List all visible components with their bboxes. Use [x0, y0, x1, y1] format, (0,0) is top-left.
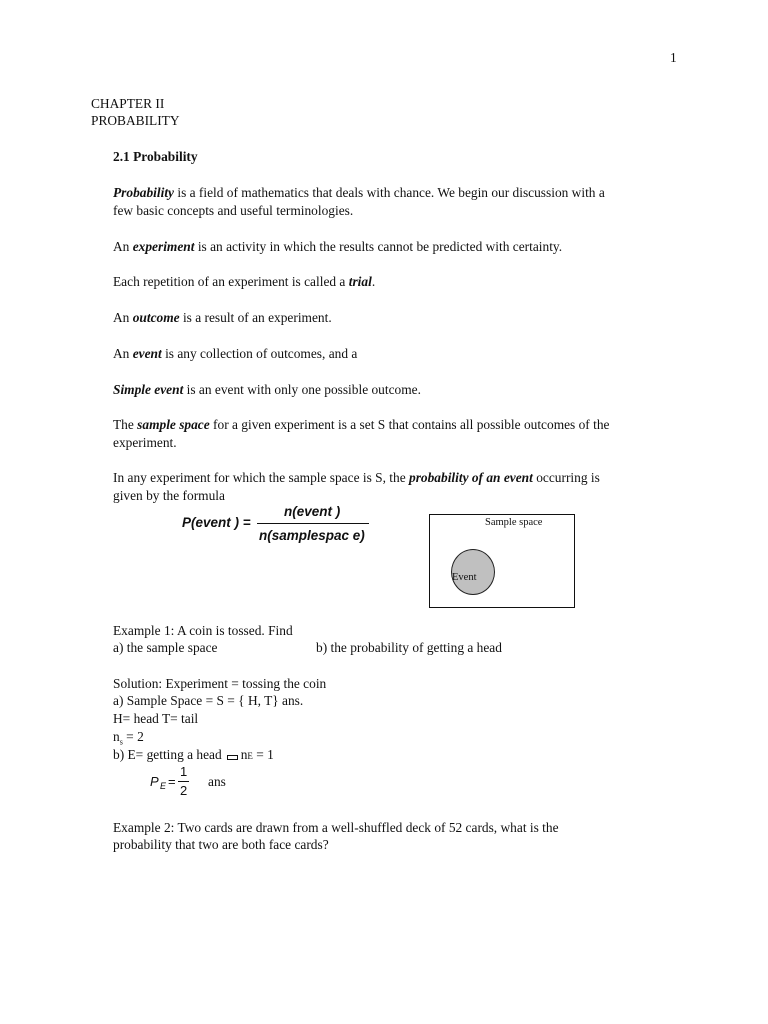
example1-ns: $n_s = 2$ — [113, 729, 144, 747]
example1-part-a: a) the sample space — [113, 640, 218, 655]
formula-lhs: P(event ) = — [182, 515, 251, 530]
definition-sample-space: The sample space for a given experiment is a set S that contains all possible outcomes of the — [113, 417, 610, 432]
term-outcome: outcome — [132, 310, 180, 325]
definition-outcome: An outcome is a result of an experiment. — [113, 310, 332, 325]
definition-event: An event is any collection of outcomes, and a — [113, 346, 358, 361]
definition-simple-event: Simple event is an event with only one possible outcome. — [113, 382, 421, 397]
formula-numerator: n(event ) — [284, 504, 341, 519]
definition-probability-line2: few basic concepts and useful terminologies. — [113, 203, 354, 218]
chapter-label: CHAPTER II — [91, 96, 165, 111]
definition-trial: Each repetition of an experiment is called a trial. — [113, 274, 376, 289]
example1-sample-space: a) Sample Space = S = { H, T} ans. — [113, 693, 304, 708]
example1-solution: Solution: Experiment = tossing the coin — [113, 676, 327, 691]
term-probability: Probability — [113, 185, 174, 200]
formula-denominator: n(samplespac e) — [259, 528, 365, 543]
event-label: Event — [452, 572, 477, 583]
term-trial: trial — [348, 274, 372, 289]
definition-probability-of-event: In any experiment for which the sample space is S, the probability of an event occurring is — [113, 470, 600, 485]
term-probability-of-event: probability of an event — [409, 470, 533, 485]
chapter-title: PROBABILITY — [91, 113, 180, 128]
definition-sample-space-line2: experiment. — [113, 435, 177, 450]
example2-line1: Example 2: Two cards are drawn from a well-shuffled deck of 52 cards, what is the — [113, 820, 559, 835]
definition-experiment: An experiment is an activity in which the results cannot be predicted with certainty. — [113, 239, 563, 254]
example1-head-tail: H= head T= tail — [113, 711, 199, 726]
term-simple-event: Simple event — [113, 382, 184, 397]
page-number: 1 — [670, 50, 677, 65]
example1-prompt: Example 1: A coin is tossed. Find — [113, 623, 293, 638]
term-event: event — [132, 346, 162, 361]
example2-line2: probability that two are both face cards? — [113, 837, 329, 852]
example1-part-b: b) the probability of getting a head — [316, 640, 502, 655]
venn-diagram — [429, 514, 575, 608]
probability-formula — [178, 502, 378, 548]
pe-fraction-bar — [178, 781, 189, 782]
sample-space-label: Sample space — [485, 517, 543, 528]
implies-symbol-icon — [227, 755, 238, 760]
definition-probability-of-event-line2: given by the formula — [113, 488, 225, 503]
definition-probability: Probability is a field of mathematics that deals with chance. We begin our discussion with a — [113, 185, 605, 200]
term-sample-space: sample space — [137, 417, 210, 432]
section-heading: 2.1 Probability — [113, 149, 198, 164]
pe-formula: P E = 1 2 ans — [150, 764, 226, 798]
term-experiment: experiment — [132, 239, 195, 254]
formula-fraction-bar — [257, 523, 369, 524]
example1-part-b-solution: b) E= getting a head nE = 1 — [113, 747, 274, 762]
